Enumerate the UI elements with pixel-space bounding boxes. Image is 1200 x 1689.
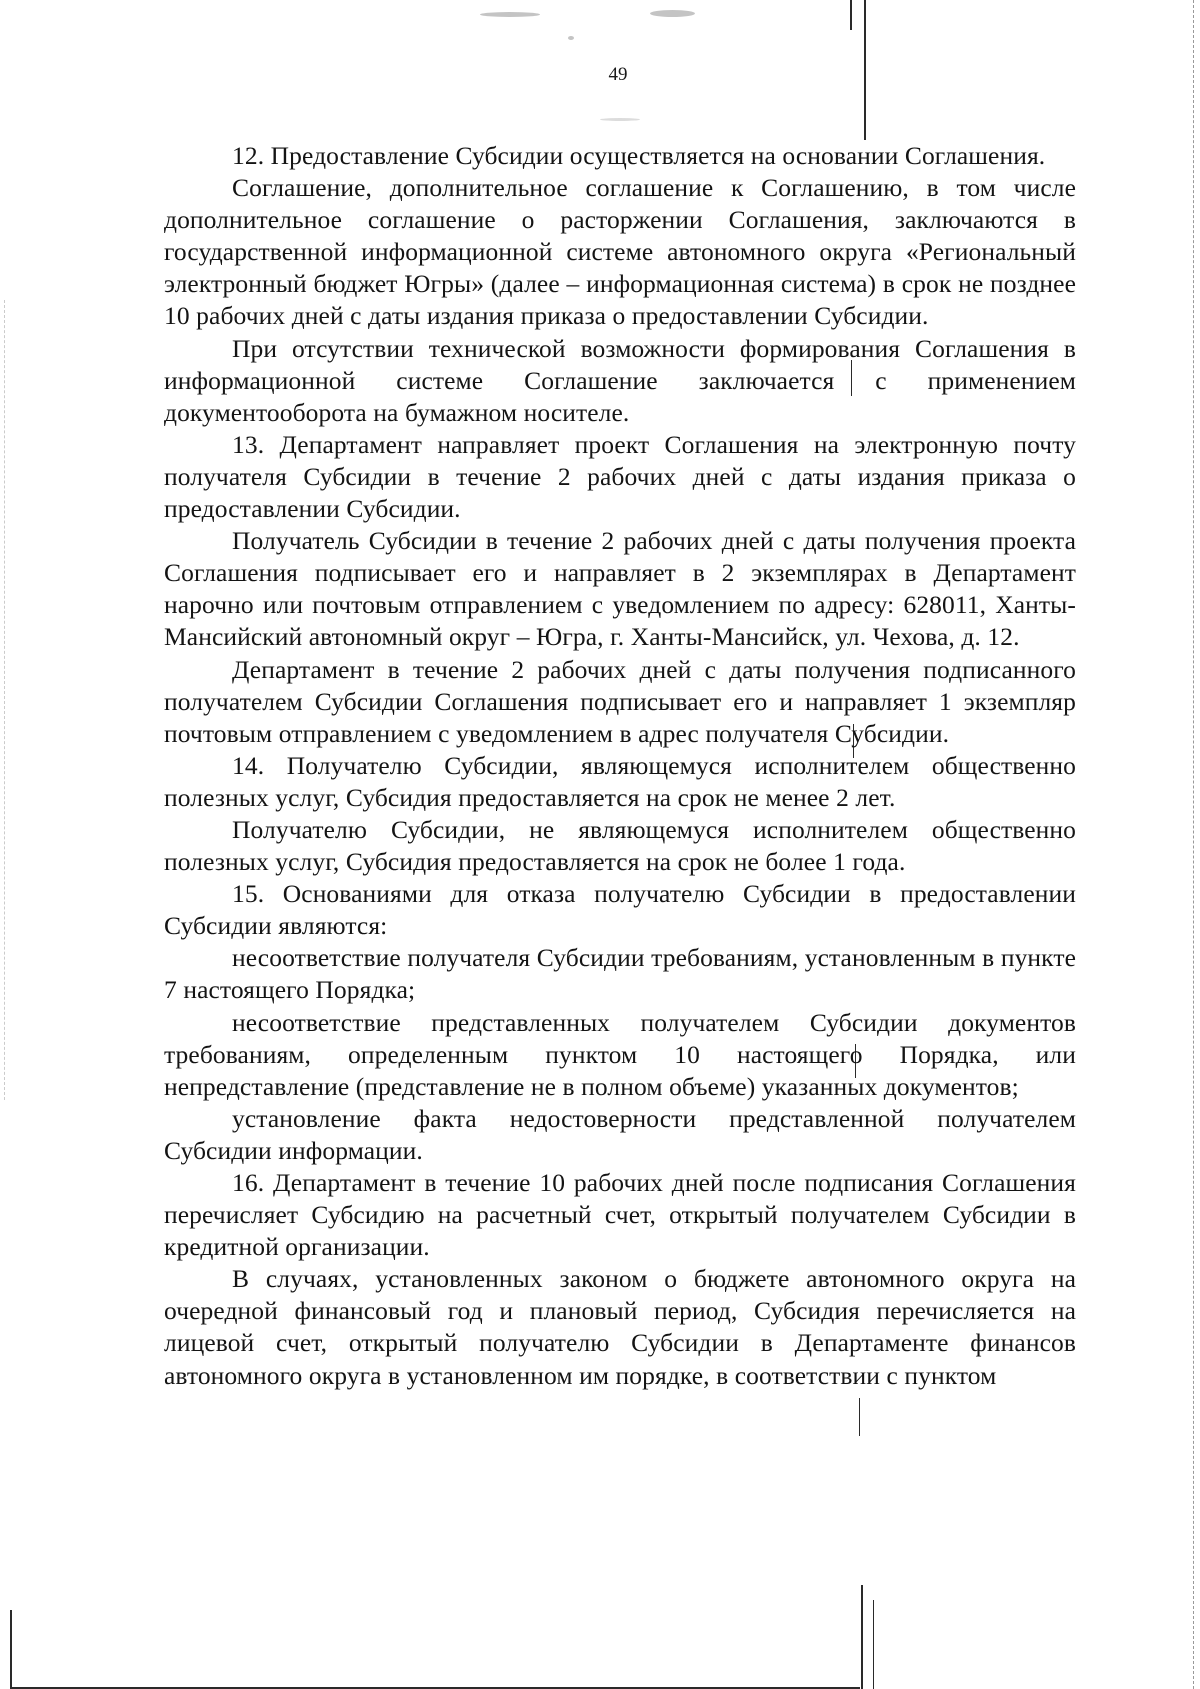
paragraph: Получателю Субсидии, не являющемуся исполнителем общественно полезных услуг, Субсидия предоставляется на срок не более 1 года. [164, 814, 1076, 877]
paragraph: 12. Предоставление Субсидии осуществляется на основании Соглашения. [232, 141, 1046, 170]
paragraph: Получатель Субсидии в течение 2 рабочих дней с даты получения проекта Соглашения подписывает его и направляет в 2 экземплярах в Департамент нарочно или почтовым отправлением с уведомлением по адресу: 628011, Ханты-Мансийский автономный округ – Югра, г. Ханты-Мансийск, ул. Чехова, д. 12. [164, 526, 1076, 652]
page-number: 49 [608, 64, 628, 85]
scan-smudge-top-left [480, 12, 540, 17]
paragraph: При отсутствии технической возможности формирования Соглашения в информационной системе Соглашение заключается с применением документооборота на бумажном носителе. [164, 333, 1076, 427]
paragraph: 14. Получателю Субсидии, являющемуся исполнителем общественно полезных услуг, Субсидия предоставляется на срок не менее 2 лет. [164, 750, 1076, 812]
scan-line-upper-2 [850, 0, 852, 30]
scan-line-fragment-4 [859, 1398, 860, 1436]
paragraph: 13. Департамент направляет проект Соглашения на электронную почту получателя Субсидии в течение 2 рабочих дней с даты издания приказа о предоставлении Субсидии. [164, 429, 1076, 524]
paragraph: 16. Департамент в течение 10 рабочих дней после подписания Соглашения перечисляет Субсидию на расчетный счет, открытый получателем Субсидии в кредитной организации. [164, 1168, 1076, 1262]
scan-edge-left [4, 300, 6, 1100]
scan-edge-right [1193, 0, 1195, 1689]
paragraph: несоответствие представленных получателем Субсидии документов требованиям, определенным пунктом 10 настоящего Порядка, или непредставление (представление не в полном объеме) указанных документов; [164, 1007, 1076, 1101]
scan-smudge-small [568, 36, 574, 40]
paragraph: установление факта недостоверности представленной получателем Субсидии информации. [164, 1103, 1076, 1165]
document-body [164, 140, 1076, 1392]
paragraph: 15. Основаниями для отказа получателю Субсидии в предоставлении Субсидии являются: [164, 879, 1076, 941]
scan-line-bottom-2 [873, 1600, 874, 1689]
scan-line-bottom-1 [861, 1585, 863, 1689]
paragraph: Соглашение, дополнительное соглашение к Соглашению, в том числе дополнительное соглашение о расторжении Соглашения, заключаются в государственной информационной системе автономного округа «Региональный электронный бюджет Югры» (далее – информационная система) в срок не позднее 10 рабочих дней с даты издания приказа о предоставлении Субсидии. [164, 173, 1076, 331]
scan-smudge-top-right [650, 10, 695, 17]
paragraph: Департамент в течение 2 рабочих дней с даты получения подписанного получателем Субсидии Соглашения подписывает его и направляет 1 экземпляр почтовым отправлением с уведомлением в адрес получателя Субсидии. [164, 654, 1076, 748]
scan-smudge-under-number [600, 118, 640, 121]
paragraph: несоответствие получателя Субсидии требованиям, установленным в пункте 7 настоящего Порядка; [164, 943, 1076, 1005]
scan-line-left-bottom [10, 1610, 12, 1689]
paragraph: В случаях, установленных законом о бюджете автономного округа на очередной финансовый год и плановый период, Субсидия перечисляется на лицевой счет, открытый получателю Субсидии в Департаменте финансов автономного округа в установленном им порядке, в соответствии с пунктом [164, 1264, 1076, 1390]
